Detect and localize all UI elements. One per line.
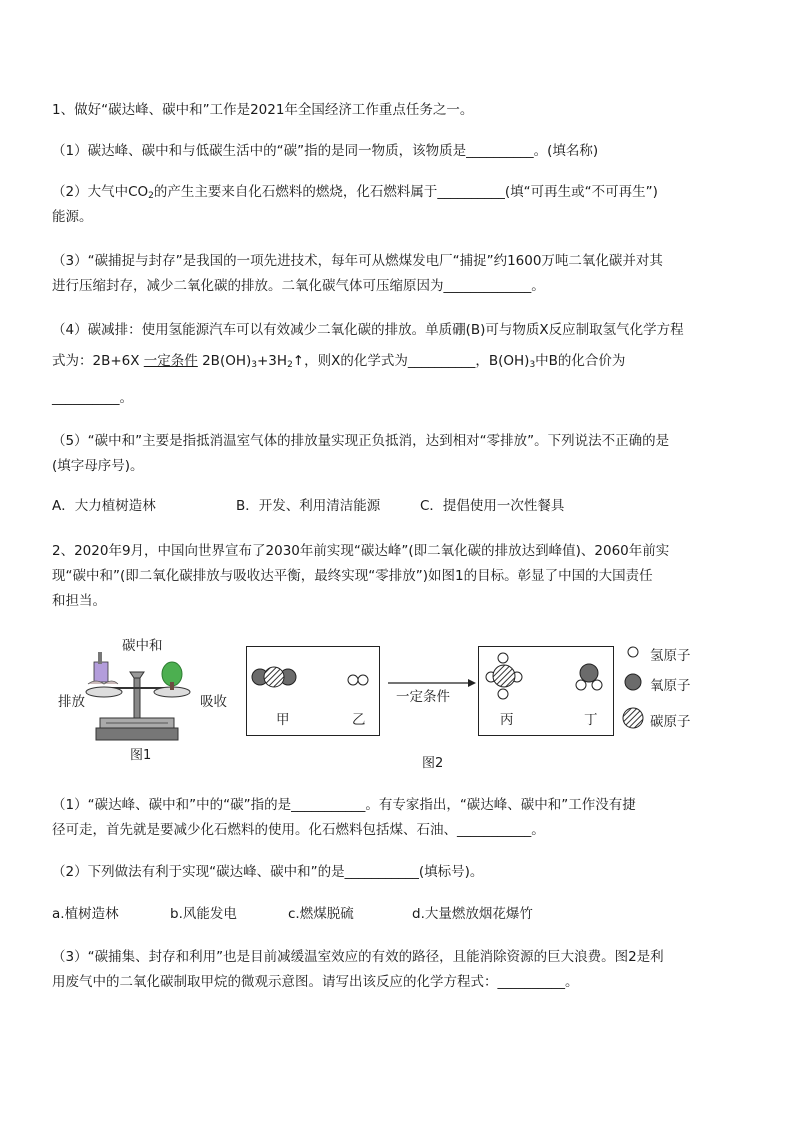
- fig1-caption: 图1: [130, 748, 152, 763]
- q2-option-c: c.燃煤脱硫: [288, 906, 354, 922]
- q2-options: [52, 904, 533, 924]
- q1-options: [52, 496, 564, 516]
- q1-intro: 1、做好“碳达峰、碳中和”工作是2021年全国经济工作重点任务之一。: [52, 102, 474, 118]
- arrow-condition-label: 一定条件: [396, 689, 450, 705]
- co2-molecule-icon: [252, 667, 296, 687]
- legend-hydrogen-label: 氢原子: [650, 648, 691, 664]
- q1-part2-line1: （2）大气中$CO_2$的产生主要来自化石燃料的燃烧，化石燃料属于__________(填“可再生或“不可再生”): [52, 184, 658, 201]
- q2-part3-line1: （3）“碳捕集、封存和利用”也是目前减缓温室效应的有效的路径，且能消除资源的巨大浪费。图2是利: [52, 949, 664, 965]
- legend-oxygen-label: 氧原子: [650, 678, 691, 694]
- q2-option-b: b.风能发电: [170, 906, 237, 922]
- label-ding: 丁: [584, 712, 598, 728]
- h2o-molecule-icon: [576, 664, 602, 690]
- fig2-caption: 图2: [422, 756, 444, 771]
- fig1-label-emission: 排放: [58, 694, 85, 710]
- q2-part1-line1: （1）“碳达峰、碳中和”中的“碳”指的是___________。有专家指出，“碳达峰、碳中和”工作没有捷: [52, 797, 636, 813]
- q2-part1-line2: 径可走，首先就是要减少化石燃料的使用。化石燃料包括煤、石油、___________。: [52, 822, 545, 838]
- figure-1: [58, 632, 238, 764]
- fig1-label-carbon-neutral: 碳中和: [122, 638, 163, 654]
- q2-intro-line1: 2、2020年9月，中国向世界宣布了2030年前实现“碳达峰”(即二氧化碳的排放达到峰值)、2060年前实: [52, 543, 670, 559]
- label-jia: 甲: [276, 712, 290, 728]
- q1-part1: （1）碳达峰、碳中和与低碳生活中的“碳”指的是同一物质，该物质是__________。(填名称): [52, 143, 599, 159]
- q1-part2-line2: 能源。: [52, 209, 93, 225]
- q1-part3-line2: 进行压缩封存，减少二氧化碳的排放。二氧化碳气体可压缩原因为_____________。: [52, 278, 545, 294]
- reaction-condition: 一定条件: [143, 353, 198, 369]
- legend-carbon-icon: [623, 708, 643, 728]
- label-yi: 乙: [352, 712, 366, 728]
- label-bing: 丙: [500, 712, 514, 728]
- q1-part3-line1: （3）“碳捕捉与封存”是我国的一项先进技术，每年可从燃煤发电厂“捕捉”约1600万吨二氧化碳并对其: [52, 253, 663, 269]
- legend-oxygen-icon: [625, 674, 641, 690]
- q2-intro-line3: 和担当。: [52, 593, 106, 609]
- fig1-label-absorption: 吸收: [200, 694, 227, 710]
- figure-2: [246, 646, 726, 776]
- q1-option-b: B．开发、利用清洁能源: [236, 498, 381, 514]
- q1-part5-line2: (填字母序号)。: [52, 458, 144, 474]
- q1-option-a: A．大力植树造林: [52, 498, 156, 514]
- q2-part3-line2: 用废气中的二氧化碳制取甲烷的微观示意图。请写出该反应的化学方程式：__________。: [52, 974, 579, 990]
- q2-option-d: d.大量燃放烟花爆竹: [412, 906, 533, 922]
- q1-part4-line3: __________。: [52, 390, 133, 406]
- legend-hydrogen-icon: [628, 647, 638, 657]
- ch4-molecule-icon: [486, 653, 522, 699]
- q1-part4-equation: 式为：2B+6X 一定条件 $2B(OH)_3+3H_2↑$，则X的化学式为__________，$B(OH)_3$中B的化合价为: [52, 353, 626, 370]
- q1-option-c: C．提倡使用一次性餐具: [420, 498, 565, 514]
- h2-molecule-icon: [348, 675, 368, 685]
- q1-part4-line1: （4）碳减排：使用氢能源汽车可以有效减少二氧化碳的排放。单质硼(B)可与物质X反应制取氢气化学方程: [52, 322, 684, 338]
- q2-option-a: a.植树造林: [52, 906, 119, 922]
- legend-carbon-label: 碳原子: [650, 714, 691, 730]
- q2-part2: （2）下列做法有利于实现“碳达峰、碳中和”的是___________(填标号)。: [52, 864, 484, 880]
- q1-part5-line1: （5）“碳中和”主要是指抵消温室气体的排放量实现正负抵消，达到相对“零排放”。下列说法不正确的是: [52, 433, 670, 449]
- q2-intro-line2: 现“碳中和”(即二氧化碳排放与吸收达平衡，最终实现“零排放”)如图1的目标。彰显了中国的大国责任: [52, 568, 653, 584]
